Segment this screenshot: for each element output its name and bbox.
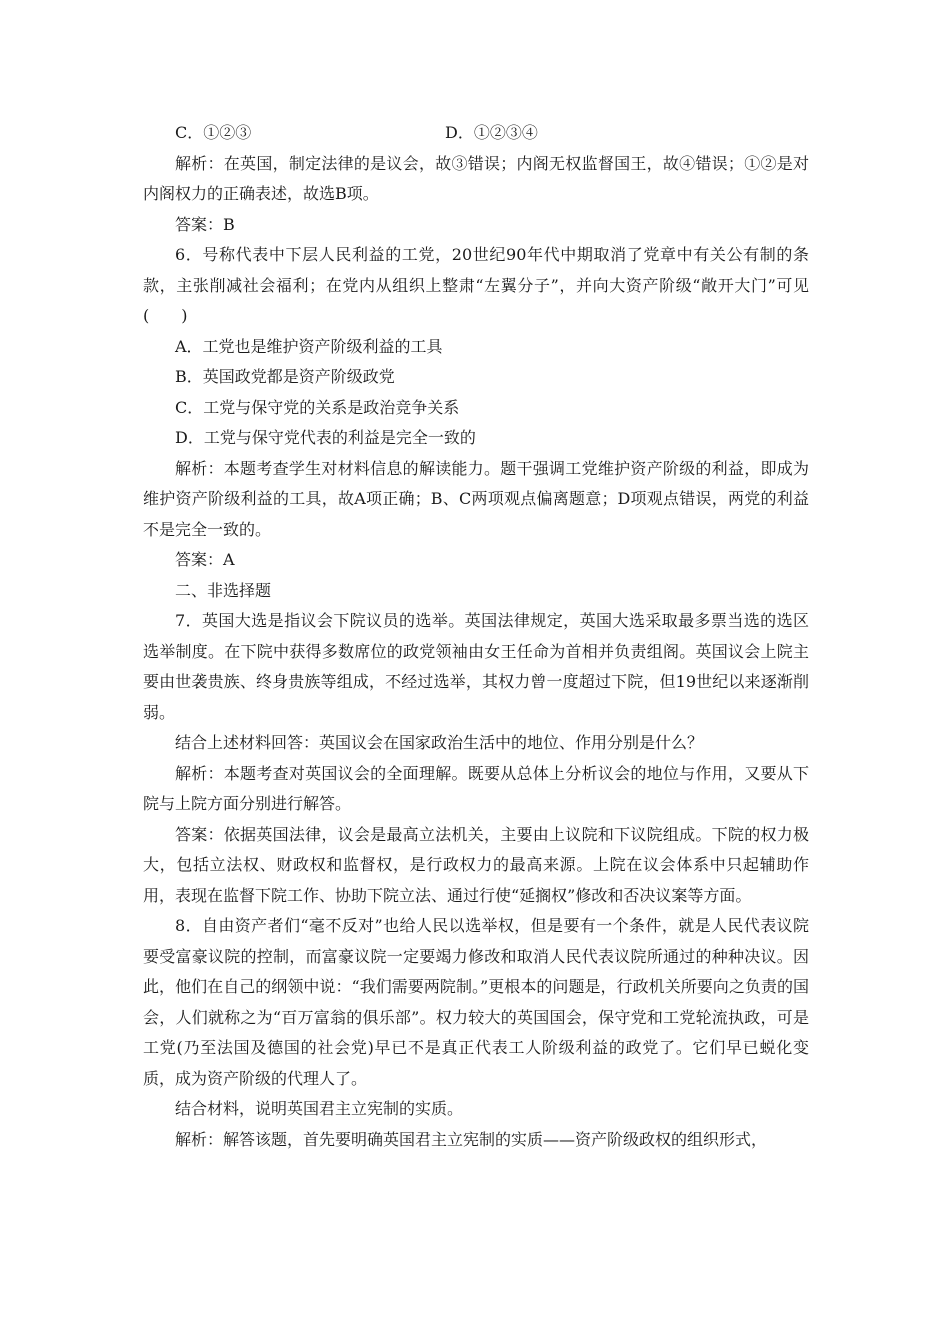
q7-material: 7．英国大选是指议会下院议员的选举。英国法律规定，英国大选采取最多票当选的选区选举制度。在下院中获得多数席位的政党领袖由女王任命为首相并负责组阁。英国议会上院主要由世袭贵族、终身贵族等组成，不经过选举，其权力曾一度超过下院，但19世纪以来逐渐削弱。 <box>143 611 809 722</box>
options-row-cd <box>143 118 809 149</box>
option-c: C．①②③ <box>175 123 252 142</box>
document-body <box>143 118 809 1155</box>
section-title-non-choice: 二、非选择题 <box>175 580 272 600</box>
q7-answer: 答案：依据英国法律，议会是最高立法机关，主要由上议院和下议院组成。下院的权力极大，包括立法权、财政权和监督权，是行政权力的最高来源。上院在议会体系中只起辅助作用，表现在监督下院工作、协助下院立法、通过行使“延搁权”修改和否决议案等方面。 <box>143 824 809 905</box>
q8-analysis: 解析：解答该题，首先要明确英国君主立宪制的实质——资产阶级政权的组织形式， <box>175 1129 768 1149</box>
q6-option-c: C．工党与保守党的关系是政治竞争关系 <box>175 397 460 417</box>
q6-option-b: B．英国政党都是资产阶级政党 <box>175 367 395 386</box>
q8-question: 结合材料，说明英国君主立宪制的实质。 <box>175 1099 464 1118</box>
option-d: D．①②③④ <box>445 123 538 142</box>
q6-analysis: 解析：本题考查学生对材料信息的解读能力。题干强调工党维护资产阶级的利益，即成为维护资产阶级利益的工具，故A项正确；B、C两项观点偏离题意；D项观点错误，两党的利益不是完全一致的。 <box>143 458 809 539</box>
q5-analysis: 解析：在英国，制定法律的是议会，故③错误；内阁无权监督国王，故④错误；①②是对内阁权力的正确表述，故选B项。 <box>143 153 809 203</box>
q6-option-d: D．工党与保守党代表的利益是完全一致的 <box>175 428 476 447</box>
q6-option-a: A．工党也是维护资产阶级利益的工具 <box>175 336 443 356</box>
q8-material: 8．自由资产者们“毫不反对”也给人民以选举权，但是要有一个条件，就是人民代表议院要受富豪议院的控制，而富豪议院一定要竭力修改和取消人民代表议院所通过的种种决议。因此，他们在自己的纲领中说：“我们需要两院制。”更根本的问题是，行政机关所要向之负责的国会，人们就称之为“百万富翁的俱乐部”。权力较大的英国国会，保守党和工党轮流执政，可是工党(乃至法国及德国的社会党)早已不是真正代表工人阶级利益的政党了。它们早已蜕化变质，成为资产阶级的代理人了。 <box>143 916 809 1088</box>
q5-answer: 答案：B <box>175 214 235 234</box>
q6-answer: 答案：A <box>175 550 235 569</box>
q7-analysis: 解析：本题考查对英国议会的全面理解。既要从总体上分析议会的地位与作用，又要从下院与上院方面分别进行解答。 <box>143 763 809 813</box>
q6-stem: 6．号称代表中下层人民利益的工党，20世纪90年代中期取消了党章中有关公有制的条款，主张削减社会福利；在党内从组织上整肃“左翼分子”，并向大资产阶级“敞开大门”可见( ) <box>143 245 809 325</box>
q7-question: 结合上述材料回答：英国议会在国家政治生活中的地位、作用分别是什么？ <box>175 733 704 752</box>
